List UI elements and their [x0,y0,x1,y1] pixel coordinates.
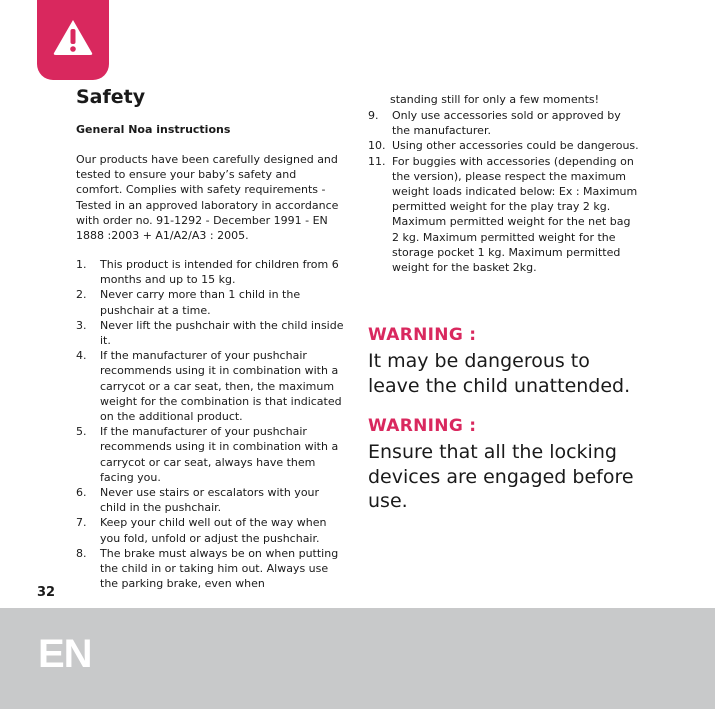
list-item: 6. Never use stairs or escalators with your child in the pushchair. [76,486,320,515]
list-item: 1. This product is intended for children from 6 months and up to 15 kg. [76,258,339,287]
warning-heading: WARNING : [368,416,477,436]
warning-heading: WARNING : [368,325,477,345]
list-item: 7. Keep your child well out of the way when you fold, unfold or adjust the pushchair. [76,516,327,545]
list-item: 3. Never lift the pushchair with the child inside it. [76,318,344,348]
warning-triangle-icon [52,18,94,56]
page-number: 32 [37,585,56,600]
list-item: 10. Using other accessories could be dangerous. [368,139,639,153]
warning-text: It may be dangerous to leave the child unattended. [368,350,631,397]
language-code: EN [38,632,92,676]
list-item: 4. If the manufacturer of your pushchair recommends using it in combination with a carrycot or a car seat, then, the maximum weight for the combination is that indicated on the additional product. [76,349,342,424]
section-subtitle: General Noa instructions [76,123,231,136]
continued-text: standing still for only a few moments! [390,93,600,106]
list-item: 9. Only use accessories sold or approved by the manufacturer. [368,109,621,138]
page-title: Safety [76,86,146,108]
instruction-list-right [368,108,640,275]
intro-paragraph: Our products have been carefully designed and tested to ensure your baby’s safety and comfort. Complies with safety requirements - Tested in an approved laboratory in accordance with order no. 91-1292 - December 1991 - EN 1888 :2003 + A1/A2/A3 : 2005. [76,153,339,243]
list-item: 5. If the manufacturer of your pushchair recommends using it in combination with a carrycot or car seat, always have them facing you. [76,425,339,484]
list-item: 8. The brake must always be on when putting the child in or taking him out. Always use the parking brake, even when [76,546,339,591]
footer-band [0,608,715,709]
warning-tab [37,0,109,80]
warning-text: Ensure that all the locking devices are engaged before use. [368,441,634,512]
instruction-list-left [76,257,344,591]
list-item: 11. For buggies with accessories (depending on the version), please respect the maximum weight loads indicated below: Ex : Maximum permitted weight for the play tray 2 kg. Maximum permitted weight for the net bag 2 kg. Maximum permitted weight for the storage pocket 1 kg. Maximum permitted weight for the basket 2kg. [368,154,638,275]
list-item: 2. Never carry more than 1 child in the pushchair at a time. [76,288,301,317]
